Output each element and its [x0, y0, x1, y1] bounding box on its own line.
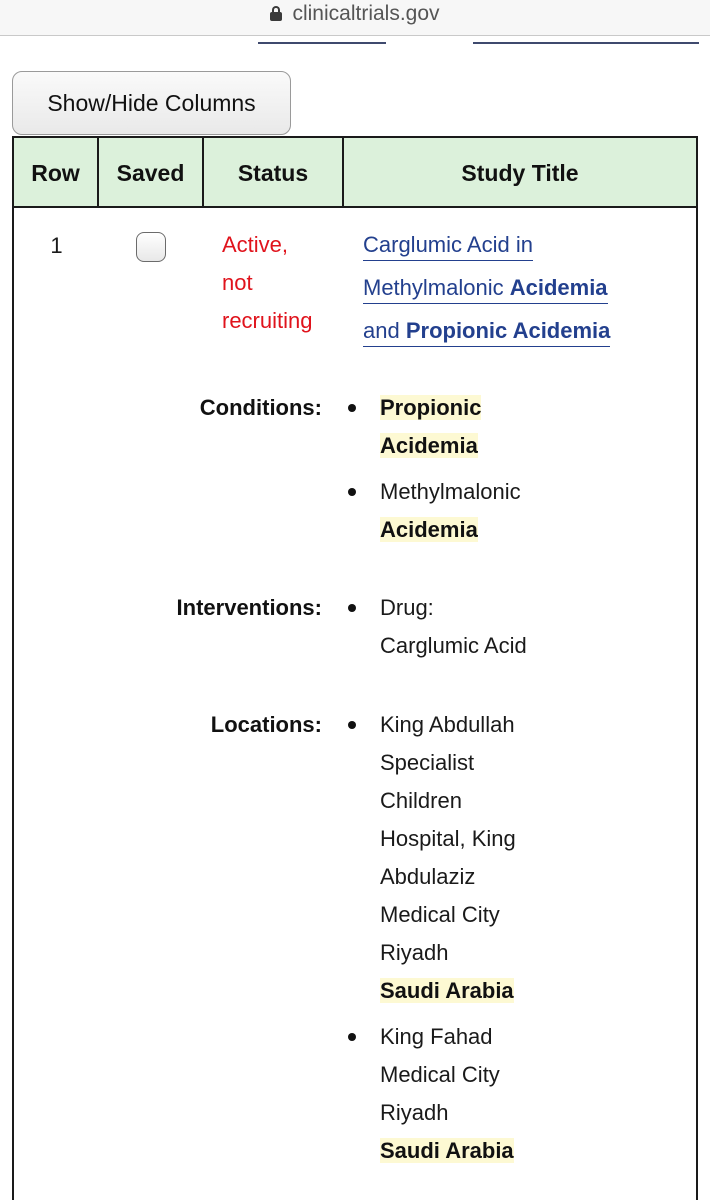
status-line: Active,	[222, 232, 289, 257]
location-text: Hospital, King	[380, 826, 516, 851]
title-line-2	[363, 273, 608, 304]
lock-icon	[270, 6, 282, 21]
intervention-item	[380, 589, 640, 665]
bullet-icon	[348, 488, 356, 496]
location-text: Riyadh	[380, 940, 449, 965]
title-text: Carglumic Acid in	[363, 232, 533, 257]
url-text: clinicaltrials.gov	[292, 2, 440, 25]
location-text: Specialist	[380, 750, 475, 775]
location-item	[380, 706, 640, 1010]
title-line-1	[363, 230, 533, 261]
condition-highlight: Acidemia	[380, 433, 478, 458]
nav-underline-right	[473, 42, 699, 44]
location-text: Medical City	[380, 902, 500, 927]
column-header-study-title[interactable]: Study Title	[461, 160, 579, 186]
browser-address-bar[interactable]	[0, 0, 710, 36]
column-header-row[interactable]: Row	[14, 138, 99, 206]
row-number: 1	[50, 233, 63, 258]
condition-item	[380, 389, 640, 465]
location-text: King Abdullah	[380, 712, 515, 737]
bullet-icon	[348, 604, 356, 612]
title-text: and	[363, 318, 406, 343]
condition-item	[380, 473, 640, 549]
address-display	[0, 2, 710, 26]
location-text: King Fahad	[380, 1024, 493, 1049]
intervention-text: Drug:	[380, 595, 434, 620]
show-hide-columns-button[interactable]: Show/Hide Columns	[12, 71, 291, 135]
column-header-status[interactable]: Status	[204, 138, 344, 206]
bullet-icon	[348, 404, 356, 412]
location-country: Saudi Arabia	[380, 1138, 514, 1163]
table-header-row	[14, 138, 696, 208]
title-text: Methylmalonic	[363, 275, 510, 300]
location-text: Medical City	[380, 1062, 500, 1087]
title-highlight: Acidemia	[509, 275, 608, 300]
condition-highlight: Acidemia	[380, 517, 478, 542]
status-line: recruiting	[222, 308, 313, 333]
condition-text: Methylmalonic	[380, 479, 521, 504]
intervention-text: Carglumic Acid	[380, 633, 527, 658]
saved-checkbox[interactable]	[136, 232, 166, 262]
nav-underline-left	[258, 42, 386, 44]
study-title-link[interactable]	[363, 226, 663, 355]
location-text: Children	[380, 788, 462, 813]
bullet-icon	[348, 721, 356, 729]
status-line: not	[222, 270, 253, 295]
condition-highlight: Propionic	[380, 395, 482, 420]
location-country: Saudi Arabia	[380, 978, 514, 1003]
title-highlight: Propionic Acidemia	[405, 318, 611, 343]
location-text: Riyadh	[380, 1100, 449, 1125]
bullet-icon	[348, 1033, 356, 1041]
interventions-label: Interventions:	[176, 595, 322, 620]
results-table	[12, 136, 698, 1200]
location-text: Abdulaziz	[380, 864, 476, 889]
conditions-label: Conditions:	[199, 395, 322, 420]
location-item	[380, 1018, 640, 1170]
column-header-saved[interactable]: Saved	[99, 138, 204, 206]
locations-label: Locations:	[210, 712, 322, 737]
title-line-3	[363, 316, 610, 347]
status-text	[222, 226, 342, 340]
